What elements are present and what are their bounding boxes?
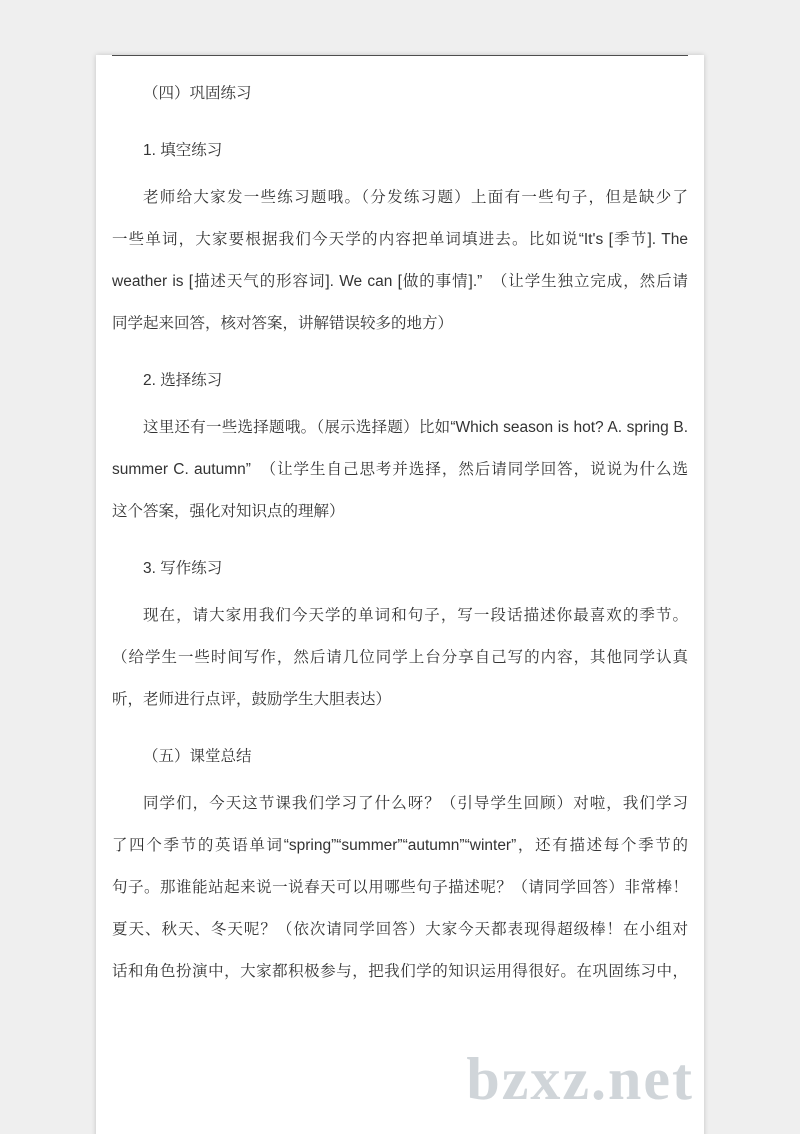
text-line: 这个答案，强化对知识点的理解）	[112, 503, 345, 520]
text-line: 2. 选择练习	[143, 372, 223, 389]
text-line: 现在，请大家用我们今天学的单词和句子，写一段话描述你最喜欢的季节。	[143, 607, 688, 624]
paragraph	[112, 407, 688, 533]
paragraph	[112, 783, 688, 993]
text-line: 3. 写作练习	[143, 560, 223, 577]
text-line: weather is [描述天气的形容词]. We can [做的事情].” （让学生独立完成，然后请	[112, 273, 688, 290]
text-line: 同学起来回答，核对答案，讲解错误较多的地方）	[112, 315, 454, 332]
paragraph	[112, 595, 688, 721]
section-heading	[112, 73, 688, 115]
text-line: （五）课堂总结	[143, 748, 252, 765]
text-line: （给学生一些时间写作，然后请几位同学上台分享自己写的内容，其他同学认真	[112, 649, 688, 666]
watermark: bzxz.net	[466, 1046, 694, 1112]
section-heading	[112, 360, 688, 402]
section-heading	[112, 130, 688, 172]
text-line: 一些单词，大家要根据我们今天学的内容把单词填进去。比如说“It's [季节]. The	[112, 231, 688, 248]
text-line: 听，老师进行点评，鼓励学生大胆表达）	[112, 691, 392, 708]
text-line: 句子。那谁能站起来说一说春天可以用哪些句子描述呢？（请同学回答）非常棒！	[112, 879, 688, 896]
text-line: 了四个季节的英语单词“spring”“summer”“autumn”“winter”，还有描述每个季节的	[112, 837, 688, 854]
paragraph	[112, 177, 688, 345]
section-heading	[112, 736, 688, 778]
text-line: 1. 填空练习	[143, 142, 223, 159]
text-line: 同学们，今天这节课我们学习了什么呀？（引导学生回顾）对啦，我们学习	[143, 795, 688, 812]
document-page	[96, 55, 704, 1134]
text-line: 这里还有一些选择题哦。（展示选择题）比如“Which season is hot? A. spring B.	[143, 419, 688, 436]
section-heading	[112, 548, 688, 590]
text-line: summer C. autumn” （让学生自己思考并选择，然后请同学回答，说说为什么选	[112, 461, 688, 478]
text-line: 话和角色扮演中，大家都积极参与，把我们学的知识运用得很好。在巩固练习中，	[112, 963, 688, 980]
text-line: （四）巩固练习	[143, 85, 252, 102]
text-line: 夏天、秋天、冬天呢？（依次请同学回答）大家今天都表现得超级棒！在小组对	[112, 921, 688, 938]
document-body	[96, 56, 704, 993]
text-line: 老师给大家发一些练习题哦。（分发练习题）上面有一些句子，但是缺少了	[143, 189, 688, 206]
